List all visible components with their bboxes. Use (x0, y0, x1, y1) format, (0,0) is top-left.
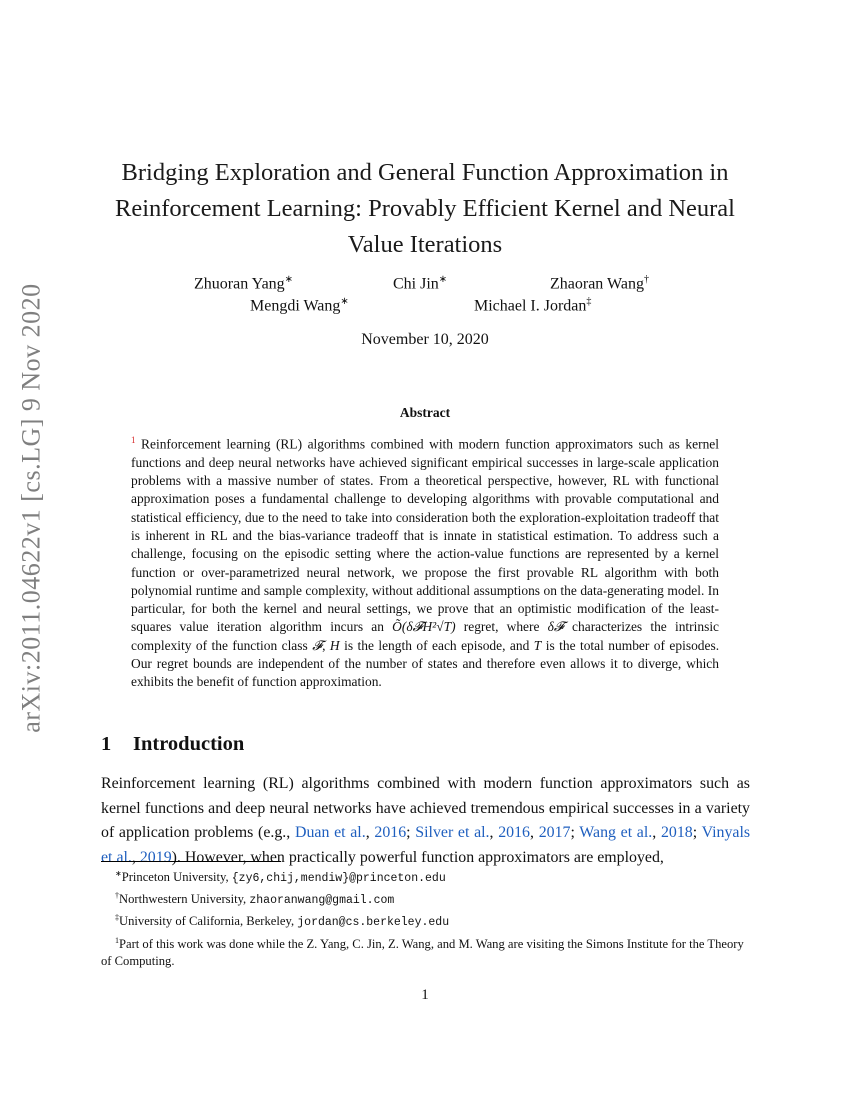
footnotes (101, 865, 751, 970)
author-zhaoran-wang: Zhaoran Wang† (550, 274, 649, 293)
section-heading-introduction (101, 733, 244, 756)
title-line: Reinforcement Learning: Provably Efficient Kernel and Neural (115, 195, 735, 222)
citation-vinyals[interactable]: Vinyals et al. (101, 824, 751, 866)
title-line: Bridging Exploration and General Function Approximation in (121, 159, 729, 186)
citation-wang-year[interactable]: 2018 (660, 824, 693, 841)
citation-silver[interactable]: Silver et al. (415, 824, 490, 841)
footnote-simons: $^1$Part of this work was done while the Z. Yang, C. Jin, Z. Wang, and M. Wang are visiting the Simons Institute for the Theory of Computing. (101, 935, 744, 968)
delta-symbol: δ𝓕 (547, 619, 564, 635)
page-number: 1 (421, 987, 429, 1003)
footnote-princeton: ∗Princeton University, {zy6,chij,mendiw}@princeton.edu (115, 869, 446, 886)
episodes-symbol: T (533, 637, 542, 653)
paper-title (100, 155, 750, 263)
horizon-symbol: H (329, 637, 340, 653)
abstract-text: $^1$ Reinforcement learning (RL) algorithms combined with modern function approximators such as kernel functions and deep neural networks have achieved significant empirical successes in large-scale application problems with a massive number of states. From a theoretical perspective, however, RL with functional approximation poses a fundamental challenge to developing algorithms with provable computational and statistical efficiency, due to the need to take into consideration both the exploration-exploitation tradeoff that is inherent in RL and the bias-variance tradeoff that is innate in statistical estimation. To address such a challenge, focusing on the episodic setting where the action-value functions are represented by a kernel function or over-parametrized neural network, we propose the first provable RL algorithm with both polynomial runtime and sample complexity, without additional assumptions on the data-generating model. In particular, for both the kernel and neural settings, we prove that an optimistic modification of the least-squares value iteration algorithm incurs an Õ(δ𝓕H²√T) regret, where δ𝓕 characterizes the intrinsic complexity of the function class 𝓕, H is the length of each episode, and T is the total number of episodes. Our regret bounds are independent of the number of states and therefore even allows it to diverge, which exhibits the benefit of function approximation. (131, 435, 720, 690)
arxiv-identifier-text: arXiv:2011.04622v1 [cs.LG] 9 Nov 2020 (17, 283, 46, 733)
footnote-northwestern: †Northwestern University, zhaoranwang@gmail.com (115, 891, 395, 908)
citation-wang[interactable]: Wang et al. (579, 824, 653, 841)
introduction-paragraph: Reinforcement learning (RL) algorithms combined with modern function approximators such as kernel functions and deep neural networks have achieved tremendous empirical successes in a variety of application problems (e.g., Duan et al., 2016; Silver et al., 2016, 2017; Wang et al., 2018; Vinyals et al., 2019). However, when practically powerful function approximators are employed, (101, 775, 751, 866)
publication-date: November 10, 2020 (361, 331, 489, 348)
citation-duan[interactable]: Duan et al. (294, 824, 366, 841)
title-line: Value Iterations (347, 231, 503, 258)
author-mengdi-wang: Mengdi Wang∗ (250, 296, 349, 315)
citation-silver-year-2016[interactable]: 2016 (498, 824, 530, 841)
citation-vinyals-year[interactable]: 2019 (139, 848, 172, 866)
citation-silver-year-2017[interactable]: 2017 (538, 824, 571, 841)
email-princeton: {zy6,chij,mendiw}@princeton.edu (231, 872, 446, 886)
citation-duan-year[interactable]: 2016 (374, 824, 407, 841)
email-northwestern: zhaoranwang@gmail.com (249, 894, 395, 908)
footnote-berkeley: ‡University of California, Berkeley, jordan@cs.berkeley.edu (115, 913, 450, 930)
abstract-footnote-link[interactable]: 1 (131, 435, 136, 445)
email-berkeley: jordan@cs.berkeley.edu (297, 916, 450, 930)
footnote-divider (101, 861, 281, 862)
section-title: Introduction (133, 733, 245, 755)
author-zhuoran-yang: Zhuoran Yang∗ (194, 274, 294, 293)
abstract-heading: Abstract (399, 405, 451, 420)
section-number: 1 (101, 733, 112, 755)
regret-bound-formula: Õ(δ𝓕H²√T) (392, 619, 456, 635)
function-class-symbol: 𝓕 (312, 637, 323, 653)
author-michael-jordan: Michael I. Jordan‡ (474, 296, 592, 315)
author-chi-jin: Chi Jin∗ (393, 274, 448, 293)
